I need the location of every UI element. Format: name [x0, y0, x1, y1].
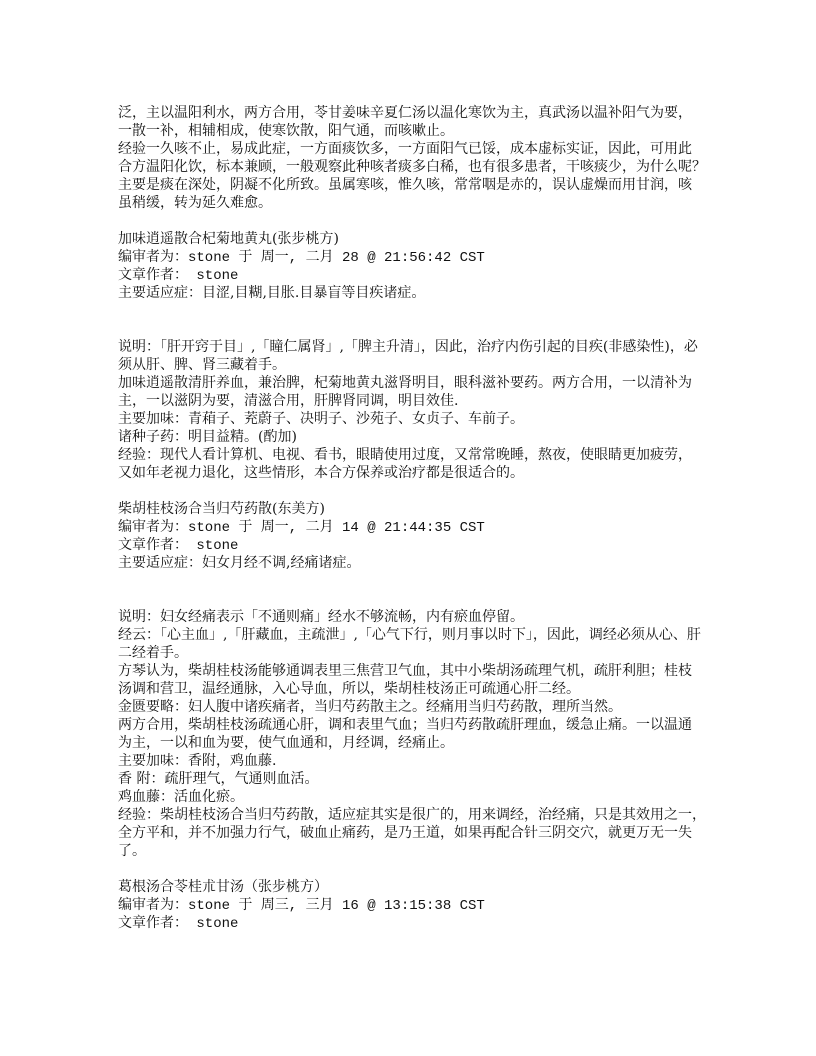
- article: [118, 230, 708, 482]
- text-line: 主，一以滋阴为要，清滋合用，肝脾肾同调，明目效佳.: [118, 393, 459, 409]
- article: [118, 878, 708, 932]
- editor-label: 编审者为：: [118, 249, 188, 265]
- text-line: 经验一久咳不止，易成此症，一方面痰饮多，一方面阳气已馁，成本虚标实证，因此，可用此: [118, 141, 692, 157]
- author-label: 文章作者：: [118, 537, 188, 553]
- author-label: 文章作者：: [118, 267, 188, 283]
- article-indication: 主要适应症：妇女月经不调,经痛诸症。: [118, 555, 361, 571]
- article-title: 加味逍遥散合杞菊地黄丸(张步桃方): [118, 231, 339, 247]
- author-value: stone: [188, 916, 239, 932]
- text-line: 虽稍缓，转为延久难愈。: [118, 195, 272, 211]
- text-line: 两方合用，柴胡桂枝汤疏通心肝，调和表里气血；当归芍药散疏肝理血，缓急止痛。一以温通: [118, 717, 692, 733]
- text-line: 泛，主以温阳利水，两方合用，苓甘姜味辛夏仁汤以温化寒饮为主，真武汤以温补阳气为要，: [118, 105, 692, 121]
- text-line: 主要是痰在深处，阴凝不化所致。虽属寒咳，惟久咳，常常咽是赤的，误认虚燥而用甘润，咳: [118, 177, 692, 193]
- intro-section: [118, 104, 708, 212]
- article-indication: 主要适应症：目涩,目糊,目胀.目暴盲等目疾诸症。: [118, 285, 426, 301]
- text-line: 说明：妇女经痛表示「不通则痛」经水不够流畅，内有瘀血停留。: [118, 609, 524, 625]
- article-author: [118, 914, 708, 932]
- text-line: 诸种子药：明目益精。(酌加): [118, 429, 297, 445]
- author-label: 文章作者：: [118, 915, 188, 931]
- text-line: 须从肝、脾、肾三藏着手。: [118, 357, 286, 373]
- article-title: 葛根汤合苓桂朮甘汤（张步桃方）: [118, 879, 328, 895]
- editor-value: stone 于 周一, 二月 14 @ 21:44:35 CST: [188, 520, 485, 536]
- text-line: 主要加味：香附，鸡血藤.: [118, 753, 277, 769]
- text-line: 经云：「心主血」,「肝藏血，主疏泄」,「心气下行，则月事以时下」，因此，调经必须从心、肝: [118, 627, 701, 643]
- text-line: 香 附：疏肝理气，气通则血活。: [118, 771, 319, 787]
- article-editor: [118, 248, 708, 266]
- editor-value: stone 于 周一, 二月 28 @ 21:56:42 CST: [188, 250, 485, 266]
- text-line: 又如年老视力退化，这些情形，本合方保养或治疗都是很适合的。: [118, 465, 524, 481]
- article: [118, 500, 708, 860]
- text-line: 主要加味：青葙子、茺蔚子、决明子、沙苑子、女贞子、车前子。: [118, 411, 524, 427]
- text-line: 鸡血藤：活血化瘀。: [118, 789, 244, 805]
- editor-label: 编审者为：: [118, 897, 188, 913]
- text-line: 合方温阳化饮，标本兼顾，一般观察此种咳者痰多白稀，也有很多患者，干咳痰少，为什么呢？: [118, 159, 706, 175]
- author-value: stone: [188, 268, 239, 284]
- article-editor: [118, 896, 708, 914]
- text-line: 说明：「肝开窍于目」,「瞳仁属肾」,「脾主升清」，因此，治疗内伤引起的目疾(非感染性)，必: [118, 339, 698, 355]
- text-line: 加味逍遥散清肝养血，兼治脾，杞菊地黄丸滋肾明目，眼科滋补要药。两方合用，一以清补为: [118, 375, 692, 391]
- article-title: 柴胡桂枝汤合当归芍药散(东美方): [118, 501, 325, 517]
- text-line: 了。: [118, 843, 146, 859]
- text-line: 经验：现代人看计算机、电视、看书，眼睛使用过度，又常常晚睡，熬夜，使眼睛更加疲劳，: [118, 447, 692, 463]
- author-value: stone: [188, 538, 239, 554]
- text-line: 经验：柴胡桂枝汤合当归芍药散，适应症其实是很广的，用来调经，治经痛，只是其效用之一，: [118, 807, 706, 823]
- article-author: [118, 536, 708, 554]
- article-author: [118, 266, 708, 284]
- document-page: [118, 104, 708, 932]
- text-line: 方琴认为，柴胡桂枝汤能够通调表里三焦营卫气血，其中小柴胡汤疏理气机，疏肝利胆；桂枝: [118, 663, 692, 679]
- text-line: 为主，一以和血为要，使气血通和，月经调，经痛止。: [118, 735, 454, 751]
- text-line: 二经着手。: [118, 645, 188, 661]
- article-editor: [118, 518, 708, 536]
- text-line: 全方平和，并不加强力行气，破血止痛药，是乃王道，如果再配合针三阴交穴，就更万无一失: [118, 825, 692, 841]
- text-line: 一散一补，相辅相成，使寒饮散，阳气通，而咳嗽止。: [118, 123, 454, 139]
- editor-value: stone 于 周三, 三月 16 @ 13:15:38 CST: [188, 898, 485, 914]
- text-line: 汤调和营卫，温经通脉，入心导血，所以，柴胡桂枝汤正可疏通心肝二经。: [118, 681, 580, 697]
- text-line: 金匮要略：妇人腹中诸疾痛者，当归芍药散主之。经痛用当归芍药散，理所当然。: [118, 699, 622, 715]
- editor-label: 编审者为：: [118, 519, 188, 535]
